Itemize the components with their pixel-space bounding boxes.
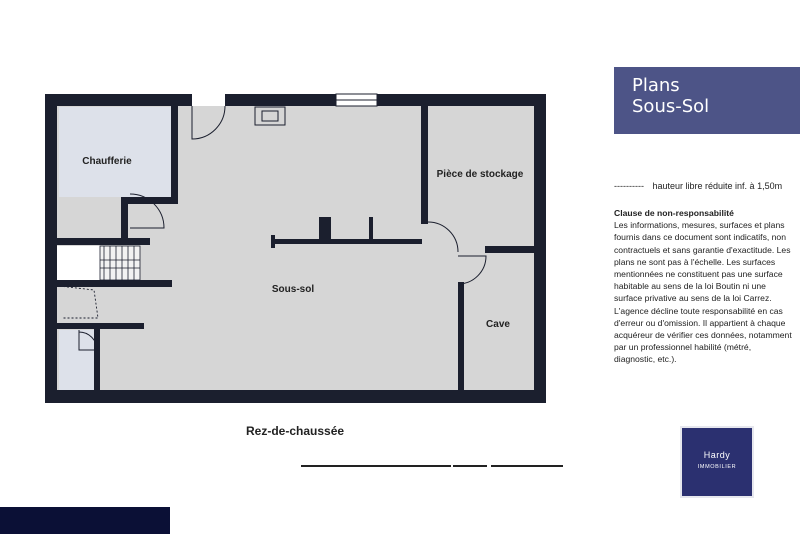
stairs [100, 246, 140, 280]
floor-label: Rez-de-chaussée [246, 424, 345, 438]
legend-dashes: ---------- [614, 181, 644, 191]
room-label-sous-sol: Sous-sol [271, 284, 315, 295]
room-label-stockage: Pièce de stockage [436, 169, 524, 180]
disclaimer-title: Clause de non-responsabilité [614, 208, 734, 218]
room-label-cave: Cave [486, 319, 510, 330]
title-line-1: Plans [632, 75, 680, 96]
logo-name: Hardy [703, 450, 731, 460]
small-room-floor [59, 330, 94, 390]
legend-text: hauteur libre réduite inf. à 1,50m [652, 181, 783, 191]
hardy-logo [682, 428, 752, 496]
logo-sub: IMMOBILIER [697, 464, 737, 470]
scale-segment [453, 465, 487, 467]
scale-segment [301, 465, 451, 467]
disclaimer-body: Les informations, mesures, surfaces et plans fournis dans ce document sont indicatifs, non contractuels et sans garantie d'exactitude. Les plans ne sont pas à l'échelle. Les surfaces mentionnées ne constituent pas une surface habitable au sens de la loi Boutin ni une surface privative au sens de la loi Carrez. L'agence décline toute responsabilité en cas d'erreur ou d'omission. Il appartient à chaque acquéreur de vérifier ces données, notamment par un professionnel habilité (métré, diagnostic, etc.). [614, 220, 792, 365]
chaufferie-floor [59, 107, 171, 197]
legend [614, 181, 800, 191]
title-line-2: Sous-Sol [632, 96, 710, 117]
title-box [614, 67, 800, 134]
window [336, 94, 377, 106]
room-label-chaufferie: Chaufferie [82, 156, 132, 167]
disclaimer [614, 207, 794, 366]
footer-band [0, 507, 170, 534]
scale-segment [491, 465, 563, 467]
stair-area [56, 246, 100, 280]
scale-bar [301, 465, 563, 467]
